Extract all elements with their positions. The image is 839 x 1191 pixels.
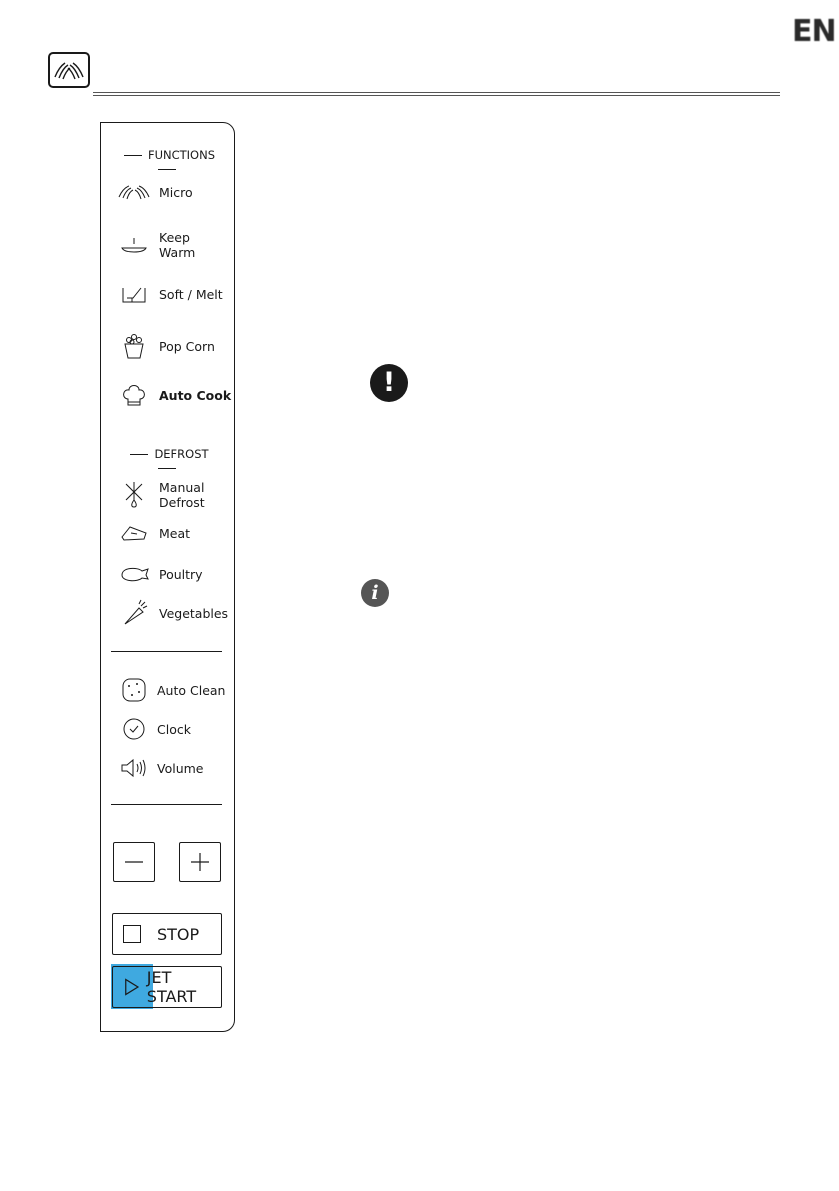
header-rule-secondary [93, 95, 780, 96]
warning-icon: ! [370, 364, 408, 402]
utility-volume[interactable] [116, 753, 204, 783]
language-badge: EN [792, 14, 836, 49]
soft-melt-icon [116, 279, 152, 309]
defrost-section-title: DEFROST [111, 447, 222, 475]
utility-label: Volume [157, 760, 204, 776]
header-rule [93, 92, 780, 93]
function-soft-melt[interactable] [116, 279, 223, 309]
function-label: Auto Cook [159, 387, 232, 403]
keep-warm-icon [116, 230, 152, 260]
vegetables-icon [116, 598, 152, 628]
utility-clock[interactable] [116, 714, 191, 744]
function-keep-warm[interactable] [116, 230, 215, 260]
micro-waves-icon [116, 177, 152, 207]
panel-separator [111, 651, 222, 652]
functions-section-title: FUNCTIONS [111, 148, 222, 176]
stop-label: STOP [157, 924, 200, 944]
function-label: Micro [159, 184, 193, 200]
info-icon: i [361, 579, 389, 607]
chef-hat-icon [116, 380, 152, 410]
clock-icon [116, 714, 152, 744]
utility-label: Clock [157, 721, 191, 737]
jet-start-button[interactable] [112, 966, 222, 1008]
defrost-label: Vegetables [159, 605, 229, 621]
defrost-label: Poultry [159, 566, 203, 582]
defrost-manual[interactable] [116, 480, 215, 510]
minus-button[interactable] [113, 842, 155, 882]
minus-icon [114, 843, 154, 881]
utility-label: Auto Clean [157, 682, 226, 698]
function-auto-cook[interactable] [116, 380, 231, 410]
microwave-waves-icon [48, 52, 90, 88]
defrost-meat[interactable] [116, 518, 190, 548]
defrost-vegetables[interactable] [116, 598, 228, 628]
plus-icon [180, 843, 220, 881]
plus-button[interactable] [179, 842, 221, 882]
volume-icon [116, 753, 152, 783]
poultry-icon [116, 559, 152, 589]
auto-clean-icon [116, 675, 152, 705]
utility-auto-clean[interactable] [116, 675, 225, 705]
function-label: Keep Warm [159, 230, 196, 260]
meat-icon [116, 518, 152, 548]
stop-button[interactable] [112, 913, 222, 955]
stop-square-icon [123, 925, 141, 943]
manual-defrost-icon [116, 480, 152, 510]
jet-start-label: JET START [146, 968, 197, 1006]
defrost-label: Meat [159, 525, 191, 541]
function-label: Soft / Melt [159, 286, 223, 302]
function-micro[interactable] [116, 177, 193, 207]
defrost-label: Manual Defrost [159, 480, 205, 510]
panel-separator [111, 804, 222, 805]
defrost-poultry[interactable] [116, 559, 203, 589]
function-pop-corn[interactable] [116, 331, 215, 361]
popcorn-icon [116, 331, 152, 361]
play-icon [122, 977, 141, 997]
function-label: Pop Corn [159, 338, 215, 354]
